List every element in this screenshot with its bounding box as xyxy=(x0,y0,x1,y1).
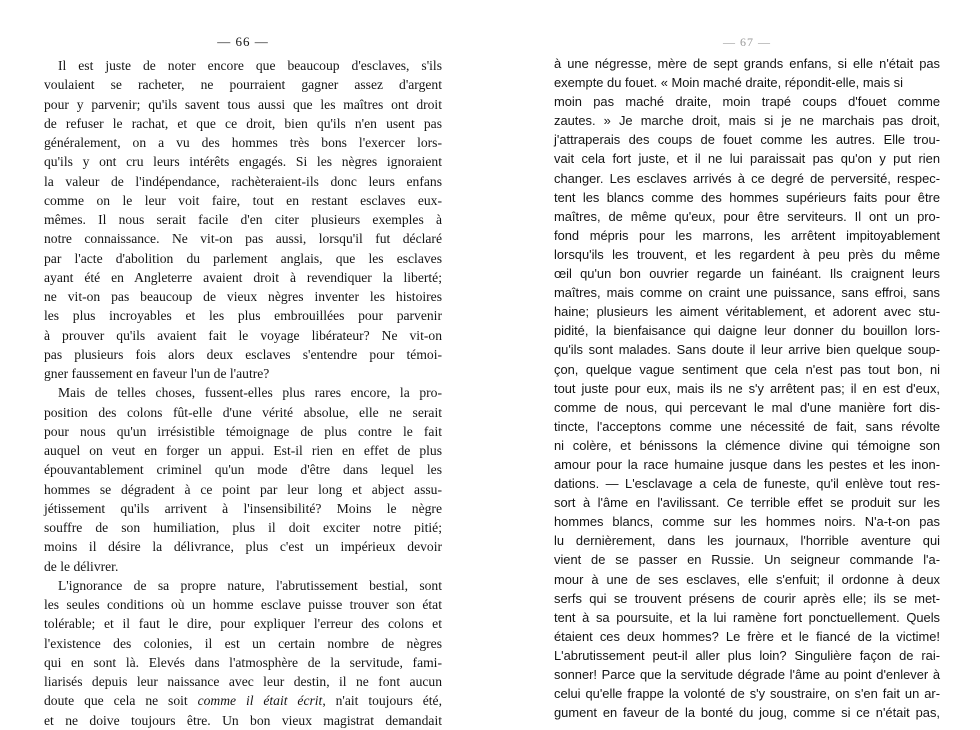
text-line: Mais de telles choses, fussent-elles plus rares encore, la pro- xyxy=(58,385,442,401)
text-line: les plus incroyables et les plus embrouillées pour parvenir xyxy=(44,308,442,324)
text-segment: doute que cela ne soit xyxy=(44,693,198,709)
right-page xyxy=(554,0,940,722)
text-line: tent les blancs comme des hommes supérieurs faits pour être xyxy=(554,189,940,205)
text-line: sort à l'âme en l'avilissant. Ce terrible effet se produit sur les xyxy=(554,495,940,511)
text-line: serfs qui se trouvent présens de courir après elle; ils se met- xyxy=(554,590,940,606)
text-line: pour y parvenir; qu'ils savent tous aussi que les maîtres ont droit xyxy=(44,96,442,112)
text-line: généralement, on a vu des hommes très bons l'exercer lors- xyxy=(44,135,442,150)
text-line: épouvantablement criminel qu'un mode d'être dans lequel les xyxy=(44,462,442,478)
text-line: de le délivrer. xyxy=(44,558,119,574)
text-line: par l'acte d'abolition du parlement anglais, que les esclaves xyxy=(44,250,442,266)
text-line: comme on le leur voit faire, tout en restant esclaves eux- xyxy=(44,192,442,208)
text-line: amour pour la race humaine jusque dans les pestes et les inon- xyxy=(554,456,940,472)
text-line: jétissement qu'ils arrivent à l'insensibilité? Moins le nègre xyxy=(44,500,442,516)
text-line: Il est juste de noter encore que beaucoup d'esclaves, s'ils xyxy=(58,58,442,73)
text-line: ni colère, et bénissons la clémence divine qui témoigne son xyxy=(554,437,940,453)
text-line: changer. Les esclaves arrivés à ce degré de perversité, respec- xyxy=(554,170,940,186)
text-line: tincte, l'acceptons comme une nécessité de fait, sans révolte xyxy=(554,418,940,434)
text-line: étaient ces deux hommes? Le frère et le fiancé de la victime! xyxy=(554,628,940,644)
text-line xyxy=(44,691,442,710)
text-line: ne vit-on pas beaucoup de vieux nègres inventer les histoires xyxy=(44,289,442,304)
text-line: les seules conditions où un homme esclave puisse trouver son état xyxy=(44,597,442,612)
text-line: notre connaissance. Ne vit-on pas aussi, lorsqu'il fut déclaré xyxy=(44,231,442,247)
text-line: mour à une de ses esclaves, elle s'enfuit; il ordonne à deux xyxy=(554,571,940,587)
text-line: tent à sa poursuite, et la lui ramène fort ponctuellement. Quels xyxy=(554,609,940,625)
text-line: l'existence des colonies, il est un certain nombre de nègres xyxy=(44,635,442,651)
text-line: hommes blancs, comme sur les hommes noirs. N'a-t-on pas xyxy=(554,514,940,530)
text-line: de refuser le rachat, et que ce droit, bien qu'ils n'en usent pas xyxy=(44,115,442,131)
text-line: celui qu'elle frappe la volonté de s'y soustraire, on s'en fait un ar- xyxy=(554,686,940,702)
text-line: lorsqu'ils les trouvent, et les regardent à peu près du même xyxy=(554,246,940,262)
text-line: pidité, la bienfaisance qui daigne leur donner du bouillon lors- xyxy=(554,323,940,339)
text-line: exempte du fouet. « Moin maché draite, répondit-elle, mais si xyxy=(554,75,903,91)
text-line: vient de se passer en Russie. Un seigneur commande l'a- xyxy=(554,552,940,568)
text-line: à prouver qu'ils avaient fait le voyage libérateur? Ne vit-on xyxy=(44,327,442,343)
text-line: L'abrutissement peut-il aller plus loin? Singulière façon de rai- xyxy=(554,647,940,663)
text-line: voulaient se racheter, ne pourraient gagner assez d'argent xyxy=(44,77,442,93)
right-page-body xyxy=(554,54,940,722)
text-line: et ne doive toujours être. Un bon vieux magistrat demandait xyxy=(44,712,442,728)
right-page-number: — 67 — xyxy=(723,35,771,49)
text-line: vait cela fort juste, et il ne lui paraissait pas qu'on y put rien xyxy=(554,151,940,167)
text-line: qu'ils y ont cru leurs intérêts engagés. Si les nègres ignoraient xyxy=(44,154,442,170)
text-line: position des colons fût-elle d'une vérité absolue, elle ne serait xyxy=(44,404,442,420)
text-line: œil qu'un bon ouvrier regarde un fainéant. Ils craignent leurs xyxy=(554,266,940,282)
text-line: hommes se dégradent à ce point par leur long et abject assu- xyxy=(44,481,442,497)
text-line: fond mépris pour les marrons, les arrêtent impitoyablement xyxy=(554,227,940,243)
text-line: L'ignorance de sa propre nature, l'abrutissement bestial, sont xyxy=(58,577,442,593)
text-line: tout juste pour eux, mais ils ne s'y arrêtent pas; il en est d'eux, xyxy=(554,380,940,396)
left-page-body xyxy=(44,56,442,730)
text-line: maîtres, mais comme on craint une puissance, sans effroi, sans xyxy=(554,285,940,301)
text-line: la valeur de l'indépendance, rachèteraient-ils donc leurs enfans xyxy=(44,173,442,189)
text-line: pour nous qu'un irrésistible témoignage de plus contre le fait xyxy=(44,423,442,439)
text-line: moins il désire la délivrance, plus c'est un impérieux devoir xyxy=(44,539,442,555)
text-segment: , n'ait toujours été, xyxy=(322,693,442,709)
italic-phrase: comme il était écrit xyxy=(197,693,323,709)
text-line: qu'ils sont malades. Sans doute il leur arrive bien quelque soup- xyxy=(554,342,940,358)
text-line: gument en faveur de la bonté du joug, comme si ce n'était pas, xyxy=(554,705,940,721)
text-line: liarisés depuis leur naissance avec leur destin, il ne font aucun xyxy=(44,674,442,689)
text-line: çon, quelque vague sentiment que cela n'est pas tout bon, ni xyxy=(554,361,940,377)
text-line: dations. — L'esclavage a cela de funeste, qu'il enlève tout res- xyxy=(554,476,940,492)
text-line: haine; plusieurs les aiment véritablement, et adorent avec stu- xyxy=(554,304,940,320)
text-line: zautes. » Je marche droit, mais si je ne marchais pas droit, xyxy=(554,113,940,129)
text-line: lu dernièrement, dans les journaux, l'horrible aventure qui xyxy=(554,533,940,549)
text-line: tolérable; et il faut le dire, pour expliquer l'erreur des colons et xyxy=(44,616,442,632)
text-line: à une négresse, mère de sept grands enfans, si elle n'était pas xyxy=(554,56,940,71)
text-line: gner faussement en faveur l'un de l'autre? xyxy=(44,366,270,381)
text-line: maîtres, de même qu'eux, pour être serviteurs. Il ont un pro- xyxy=(554,208,940,224)
text-line: pas plusieurs fois alors deux esclaves s'entendre pour témoi- xyxy=(44,346,442,362)
text-line: souffre de son humiliation, plus il doit exciter notre pitié; xyxy=(44,520,442,535)
text-line: auquel on veut en forger un appui. Est-il rien en effet de plus xyxy=(44,443,442,458)
text-line: sonner! Parce que la servitude dégrade l'âme au point d'enlever à xyxy=(554,667,940,682)
text-line: ayant été en Angleterre avaient droit à revendiquer la liberté; xyxy=(44,269,442,285)
text-line: moin pas maché draite, moin trapé coups d'fouet comme xyxy=(554,94,940,110)
text-line: j'attraperais des coups de fouet comme les autres. Elle trou- xyxy=(554,132,940,148)
text-line: qui en sont là. Elevés dans l'atmosphère de la servitude, fami- xyxy=(44,654,442,670)
text-line: mêmes. Il nous serait facile d'en citer plusieurs exemples à xyxy=(44,212,442,227)
text-line: comme de nous, qui percevant le mal d'une manière fort dis- xyxy=(554,399,940,415)
left-page-number: — 66 — xyxy=(217,34,269,49)
left-page xyxy=(44,0,442,730)
